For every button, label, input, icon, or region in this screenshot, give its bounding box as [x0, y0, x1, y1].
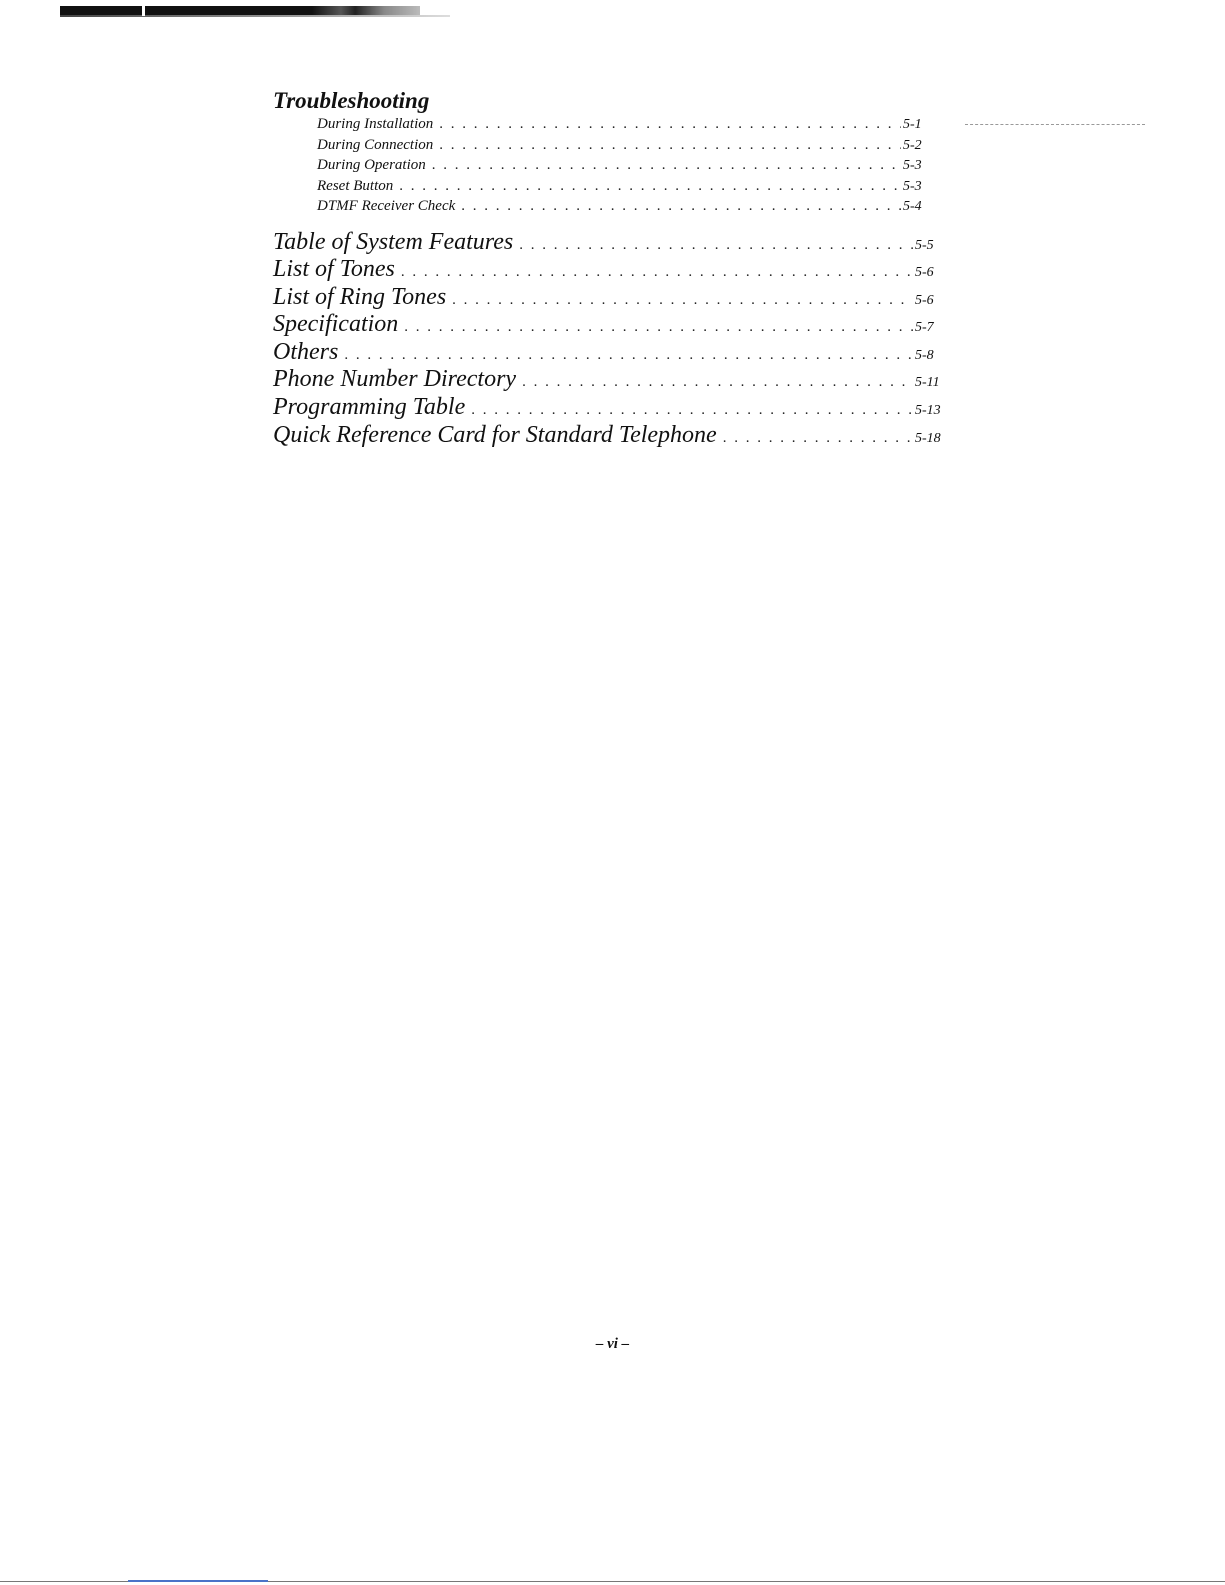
toc-entry-page: 5-11: [915, 375, 940, 391]
table-of-contents: [273, 88, 945, 449]
toc-main-entry[interactable]: [273, 422, 945, 450]
toc-entry-label: Quick Reference Card for Standard Telephone: [273, 421, 717, 448]
toc-entry-page: 5-8: [915, 347, 934, 363]
toc-entry-label: Table of System Features: [273, 228, 514, 255]
toc-entry-label: Phone Number Directory: [273, 366, 517, 393]
dot-leader: [452, 292, 913, 309]
main-entry-list: [273, 229, 945, 450]
toc-main-entry[interactable]: [273, 284, 945, 312]
scan-artifact-bar: [60, 6, 420, 15]
toc-main-entry[interactable]: [273, 366, 945, 394]
toc-entry-page: 5-3: [903, 178, 922, 194]
toc-main-entry[interactable]: [273, 256, 945, 284]
toc-entry-page: 5-7: [915, 320, 934, 336]
toc-entry-page: 5-6: [915, 292, 934, 308]
scan-stray-marks: [965, 124, 1145, 126]
dot-leader: [461, 198, 901, 215]
toc-entry-page: 5-5: [915, 237, 934, 253]
toc-entry-page: 5-3: [903, 158, 922, 173]
dot-leader: [404, 319, 913, 336]
toc-sub-entry[interactable]: [273, 137, 945, 158]
toc-entry-label: Specification: [273, 311, 399, 338]
toc-entry-page: 5-1: [903, 117, 922, 132]
toc-main-entry[interactable]: [273, 339, 945, 367]
toc-main-entry[interactable]: [273, 311, 945, 339]
dot-leader: [432, 157, 901, 174]
dot-leader: [519, 237, 913, 254]
toc-entry-page: 5-18: [915, 430, 941, 446]
toc-entry-page: 5-6: [915, 265, 934, 281]
toc-entry-label: During Operation: [317, 157, 426, 173]
toc-main-entry[interactable]: [273, 394, 945, 422]
scan-artifact-blue-line: [128, 1580, 268, 1582]
dot-leader: [439, 116, 901, 133]
dot-leader: [399, 178, 901, 195]
dot-leader: [522, 374, 913, 391]
dot-leader: [723, 430, 913, 447]
toc-entry-label: List of Ring Tones: [273, 283, 447, 310]
dot-leader: [401, 264, 913, 281]
dot-leader: [439, 137, 901, 154]
dot-leader: [344, 347, 913, 364]
toc-entry-page: 5-13: [915, 403, 941, 419]
toc-main-entry[interactable]: [273, 229, 945, 257]
scan-artifact-line: [60, 15, 450, 17]
toc-sub-entry[interactable]: [273, 157, 945, 178]
toc-sub-entry[interactable]: [273, 178, 945, 199]
toc-entry-label: DTMF Receiver Check: [317, 198, 456, 214]
sub-entry-list: [273, 116, 945, 219]
toc-entry-label: During Installation: [317, 116, 434, 132]
dot-leader: [471, 402, 913, 419]
toc-entry-page: 5-4: [903, 199, 922, 214]
toc-entry-label: During Connection: [317, 136, 434, 153]
toc-sub-entry[interactable]: [273, 198, 945, 219]
toc-entry-page: 5-2: [903, 137, 922, 153]
toc-entry-label: Programming Table: [273, 394, 466, 421]
toc-entry-label: List of Tones: [273, 256, 395, 283]
scan-artifact-gap: [142, 5, 145, 16]
section-heading: Troubleshooting: [273, 88, 430, 113]
toc-entry-label: Reset Button: [317, 177, 394, 194]
page-number: – vi –: [595, 1336, 630, 1352]
toc-entry-label: Others: [273, 338, 339, 365]
toc-sub-entry[interactable]: [273, 116, 945, 137]
